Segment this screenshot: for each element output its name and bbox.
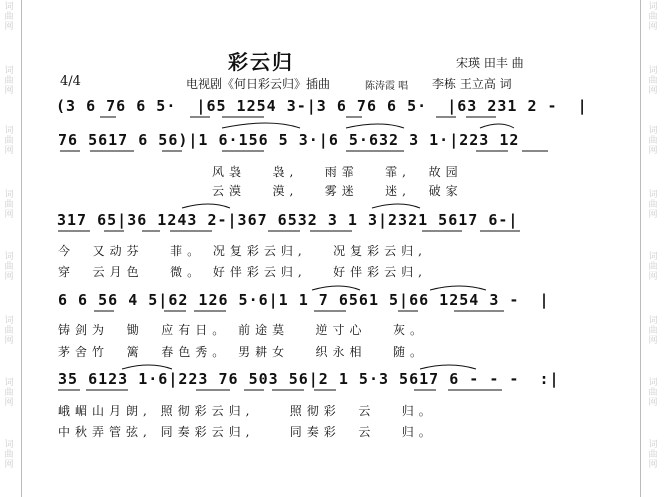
slur — [312, 286, 360, 290]
watermark-right-1: 词曲网 — [648, 2, 658, 32]
watermark-left-5: 词曲网 — [4, 252, 14, 282]
song-title: 彩云归 — [228, 50, 294, 74]
slur — [222, 123, 300, 128]
watermark-left-7: 词曲网 — [4, 378, 14, 408]
lyric-verse-1-row-3: 铸剑为 锄 应有日。 前途莫 逆寸心 灰。 — [58, 323, 427, 337]
notation-line-4: 6 6 56 4 5|62 126 5·6|1 1 7 6561 5|66 1254 3 - | — [58, 291, 550, 309]
watermark-right-6: 词曲网 — [648, 316, 658, 346]
slur — [122, 365, 172, 369]
slur — [430, 286, 486, 290]
lyric-verse-1-row-4: 峨嵋山月朗, 照彻彩云归, 照彻彩 云 归。 — [58, 404, 436, 418]
lyric-verse-2-row-2: 穿 云月色 微。 好伴彩云归, 好伴彩云归, — [58, 265, 427, 279]
slur — [420, 365, 476, 369]
slur — [346, 124, 404, 128]
watermark-right-5: 词曲网 — [648, 252, 658, 282]
watermark-left-6: 词曲网 — [4, 316, 14, 346]
slur — [182, 204, 230, 208]
slur — [372, 204, 420, 208]
watermark-left-1: 词曲网 — [4, 2, 14, 32]
notation-line-5: 35 6123 1·6|223 76 503 56|2 1 5·3 5617 6 - - - :| — [58, 370, 560, 388]
lyric-verse-1-row-1: 风袅 袅, 雨霏 霏, 故园 — [212, 165, 463, 179]
lyric-verse-1-row-2: 今 又动芬 菲。 况复彩云归, 况复彩云归, — [58, 244, 427, 258]
lyric-verse-2-row-1: 云漠 漠, 雾迷 迷, 破家 — [212, 184, 463, 198]
watermark-left-8: 词曲网 — [4, 440, 14, 470]
watermark-right-7: 词曲网 — [648, 378, 658, 408]
watermark-left-2: 词曲网 — [4, 66, 14, 96]
lyric-verse-2-row-3: 茅舍竹 篱 春色秀。 男耕女 织永相 随。 — [58, 345, 427, 359]
watermark-left-3: 词曲网 — [4, 126, 14, 156]
composer-credit: 宋瑛 田丰 曲 — [456, 56, 524, 70]
slur — [480, 124, 514, 128]
notation-line-2: 76 5617 6 56)|1 6·156 5 3·|6 5·632 3 1·|223 12 — [58, 131, 520, 149]
subtitle: 电视剧《何日彩云归》插曲 — [186, 77, 331, 91]
lyric-verse-2-row-4: 中秋弄管弦, 同奏彩云归, 同奏彩 云 归。 — [58, 425, 436, 439]
watermark-right-3: 词曲网 — [648, 126, 658, 156]
watermark-right-8: 词曲网 — [648, 440, 658, 470]
singer-credit: 陈涛霞 唱 — [365, 81, 409, 92]
watermark-right-2: 词曲网 — [648, 66, 658, 96]
watermark-left-4: 词曲网 — [4, 190, 14, 220]
time-signature: 4/4 — [60, 74, 81, 89]
notation-line-1: (3 6 76 6 5· |65 1254 3-|3 6 76 6 5· |63 231 2 - | — [56, 97, 588, 115]
notation-line-3: 317 65|36 1243 2-|367 6532 3 1 3|2321 5617 6-| — [57, 211, 519, 229]
watermark-right-4: 词曲网 — [648, 190, 658, 220]
lyricist-credit: 李栋 王立高 词 — [432, 77, 512, 91]
